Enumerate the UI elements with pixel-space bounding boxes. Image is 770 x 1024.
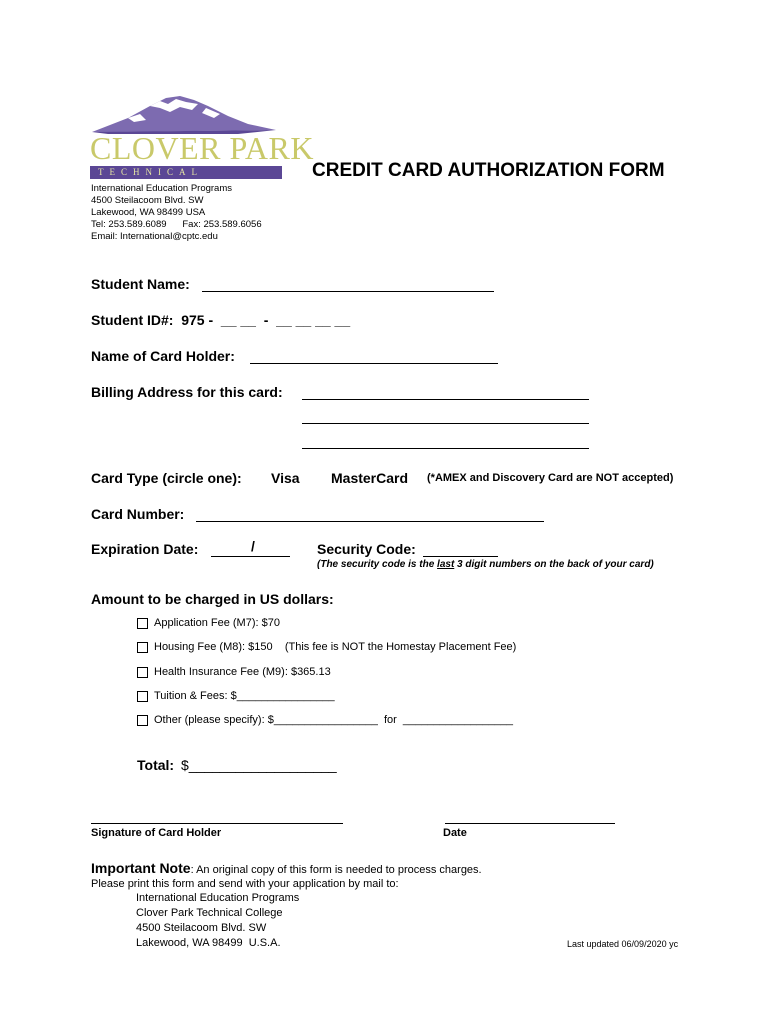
billing-address-field[interactable] [302, 423, 589, 424]
billing-address-label: Billing Address for this card: [91, 384, 283, 400]
billing-address-field[interactable] [302, 399, 589, 400]
logo-subtitle: TECHNICAL [90, 166, 282, 179]
fee-label[interactable]: Other (please specify): $_________________ for __________________ [154, 714, 514, 726]
fee-label: Application Fee (M7): $70 [154, 617, 280, 629]
date-line[interactable] [445, 823, 615, 824]
card-number-label: Card Number: [91, 506, 185, 522]
important-note: Important Note: An original copy of this form is needed to process charges. [91, 860, 482, 876]
tuition-checkbox[interactable] [137, 691, 148, 702]
expiration-field[interactable] [211, 556, 290, 557]
card-holder-field[interactable] [250, 363, 498, 364]
contact-line: International Education Programs [91, 183, 232, 194]
last-updated: Last updated 06/09/2020 yc [567, 939, 679, 949]
mailing-address-line: 4500 Steilacoom Blvd. SW [136, 922, 267, 934]
mailing-address-line: Lakewood, WA 98499 U.S.A. [136, 937, 281, 949]
mailing-address-line: Clover Park Technical College [136, 907, 283, 919]
fee-label: Health Insurance Fee (M9): $365.13 [154, 666, 331, 678]
logo-name: CLOVER PARK [90, 130, 314, 166]
housing-fee-checkbox[interactable] [137, 642, 148, 653]
visa-option[interactable]: Visa [271, 470, 300, 486]
health-insurance-checkbox[interactable] [137, 667, 148, 678]
card-holder-label: Name of Card Holder: [91, 348, 235, 364]
date-label: Date [443, 827, 467, 839]
contact-line: Lakewood, WA 98499 USA [91, 207, 206, 218]
security-code-field[interactable] [423, 556, 498, 557]
security-code-label: Security Code: [317, 541, 416, 557]
card-type-label: Card Type (circle one): [91, 470, 242, 486]
mastercard-option[interactable]: MasterCard [331, 470, 409, 486]
other-checkbox[interactable] [137, 715, 148, 726]
mailing-address-line: International Education Programs [136, 892, 300, 904]
signature-line[interactable] [91, 823, 343, 824]
security-code-note: (The security code is the last 3 digit numbers on the back of your card) [317, 559, 654, 570]
fee-label[interactable]: Tuition & Fees: $________________ [154, 690, 335, 702]
fee-label: Housing Fee (M8): $150 (This fee is NOT the Homestay Placement Fee) [154, 641, 517, 653]
billing-address-field[interactable] [302, 448, 589, 449]
student-name-label: Student Name: [91, 276, 190, 292]
card-number-field[interactable] [196, 521, 544, 522]
signature-label: Signature of Card Holder [91, 827, 222, 839]
form-title: CREDIT CARD AUTHORIZATION FORM [312, 160, 665, 181]
expiration-slash: / [251, 538, 255, 554]
total-label: Total: [137, 757, 175, 773]
contact-line: 4500 Steilacoom Blvd. SW [91, 195, 204, 206]
print-instruction: Please print this form and send with your application by mail to: [91, 878, 399, 890]
student-name-field[interactable] [202, 291, 494, 292]
amount-heading: Amount to be charged in US dollars: [91, 591, 334, 607]
card-type-note: (*AMEX and Discovery Card are NOT accepted) [427, 472, 674, 484]
expiration-label: Expiration Date: [91, 541, 199, 557]
application-fee-checkbox[interactable] [137, 618, 148, 629]
contact-line: Email: International@cptc.edu [91, 231, 218, 242]
contact-line: Tel: 253.589.6089 Fax: 253.589.6056 [91, 219, 262, 230]
total-field[interactable]: $___________________ [181, 757, 337, 773]
student-id-label[interactable]: Student ID#: 975 - __ __ - __ __ __ __ [91, 312, 351, 328]
